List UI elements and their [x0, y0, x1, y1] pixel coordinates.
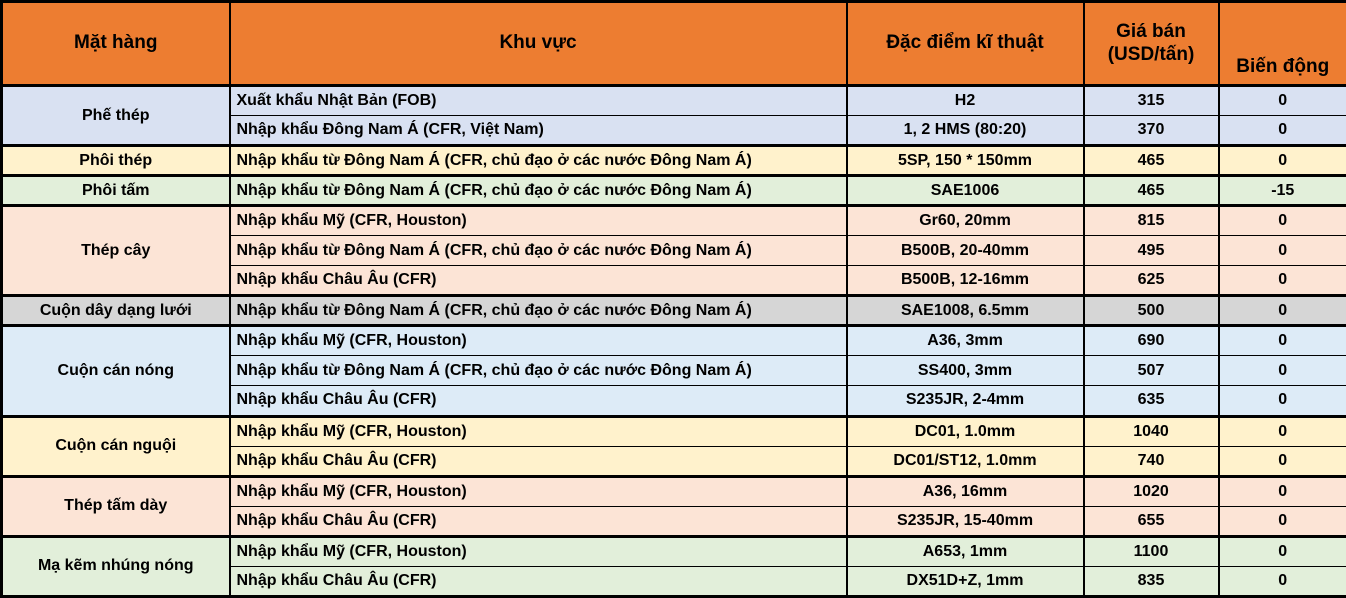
- header-change: Biến động: [1219, 2, 1346, 86]
- change-cell: 0: [1219, 146, 1346, 176]
- price-cell: 465: [1084, 176, 1219, 206]
- table-body: [2, 86, 1346, 597]
- region-cell: Nhập khẩu Mỹ (CFR, Houston): [230, 536, 847, 566]
- spec-cell: DC01/ST12, 1.0mm: [847, 446, 1084, 476]
- region-cell: Nhập khẩu Mỹ (CFR, Houston): [230, 476, 847, 506]
- spec-cell: 1, 2 HMS (80:20): [847, 116, 1084, 146]
- change-cell: 0: [1219, 476, 1346, 506]
- region-cell: Nhập khẩu Châu Âu (CFR): [230, 266, 847, 296]
- change-cell: 0: [1219, 296, 1346, 326]
- region-cell: Nhập khẩu Châu Âu (CFR): [230, 506, 847, 536]
- spec-cell: S235JR, 2-4mm: [847, 386, 1084, 416]
- price-cell: 1040: [1084, 416, 1219, 446]
- spec-cell: SS400, 3mm: [847, 356, 1084, 386]
- price-cell: 465: [1084, 146, 1219, 176]
- product-cell: Cuộn dây dạng lưới: [2, 296, 230, 326]
- table-row: [2, 206, 1346, 236]
- product-cell: Thép tấm dày: [2, 476, 230, 536]
- table-row: [2, 296, 1346, 326]
- price-cell: 690: [1084, 326, 1219, 356]
- region-cell: Nhập khẩu từ Đông Nam Á (CFR, chủ đạo ở các nước Đông Nam Á): [230, 176, 847, 206]
- region-cell: Nhập khẩu Mỹ (CFR, Houston): [230, 416, 847, 446]
- region-cell: Nhập khẩu Châu Âu (CFR): [230, 566, 847, 596]
- spec-cell: H2: [847, 86, 1084, 116]
- price-cell: 625: [1084, 266, 1219, 296]
- product-cell: Phôi thép: [2, 146, 230, 176]
- price-cell: 495: [1084, 236, 1219, 266]
- spec-cell: B500B, 20-40mm: [847, 236, 1084, 266]
- product-cell: Thép cây: [2, 206, 230, 296]
- product-cell: Phôi tấm: [2, 176, 230, 206]
- product-cell: Phế thép: [2, 86, 230, 146]
- price-cell: 835: [1084, 566, 1219, 596]
- price-cell: 315: [1084, 86, 1219, 116]
- spec-cell: S235JR, 15-40mm: [847, 506, 1084, 536]
- change-cell: 0: [1219, 566, 1346, 596]
- change-cell: 0: [1219, 236, 1346, 266]
- change-cell: 0: [1219, 416, 1346, 446]
- change-cell: 0: [1219, 206, 1346, 236]
- price-cell: 1020: [1084, 476, 1219, 506]
- table-header: [2, 2, 1346, 86]
- region-cell: Nhập khẩu từ Đông Nam Á (CFR, chủ đạo ở các nước Đông Nam Á): [230, 146, 847, 176]
- spec-cell: 5SP, 150 * 150mm: [847, 146, 1084, 176]
- header-product: Mặt hàng: [2, 2, 230, 86]
- region-cell: Nhập khẩu từ Đông Nam Á (CFR, chủ đạo ở các nước Đông Nam Á): [230, 296, 847, 326]
- header-price-line2: (USD/tấn): [1107, 43, 1195, 65]
- table-row: [2, 476, 1346, 506]
- spec-cell: SAE1006: [847, 176, 1084, 206]
- table-row: [2, 326, 1346, 356]
- change-cell: 0: [1219, 446, 1346, 476]
- change-cell: 0: [1219, 356, 1346, 386]
- product-cell: Cuộn cán nguội: [2, 416, 230, 476]
- header-spec: Đặc điểm kĩ thuật: [847, 2, 1084, 86]
- spec-cell: B500B, 12-16mm: [847, 266, 1084, 296]
- change-cell: 0: [1219, 326, 1346, 356]
- spec-cell: DC01, 1.0mm: [847, 416, 1084, 446]
- table-row: [2, 536, 1346, 566]
- table-row: [2, 416, 1346, 446]
- region-cell: Xuất khẩu Nhật Bản (FOB): [230, 86, 847, 116]
- spec-cell: Gr60, 20mm: [847, 206, 1084, 236]
- spec-cell: A36, 16mm: [847, 476, 1084, 506]
- change-cell: -15: [1219, 176, 1346, 206]
- table-row: [2, 146, 1346, 176]
- spec-cell: DX51D+Z, 1mm: [847, 566, 1084, 596]
- region-cell: Nhập khẩu từ Đông Nam Á (CFR, chủ đạo ở các nước Đông Nam Á): [230, 236, 847, 266]
- change-cell: 0: [1219, 116, 1346, 146]
- price-cell: 507: [1084, 356, 1219, 386]
- header-price: [1084, 2, 1219, 86]
- region-cell: Nhập khẩu Đông Nam Á (CFR, Việt Nam): [230, 116, 847, 146]
- change-cell: 0: [1219, 86, 1346, 116]
- header-region: Khu vực: [230, 2, 847, 86]
- price-cell: 1100: [1084, 536, 1219, 566]
- change-cell: 0: [1219, 386, 1346, 416]
- header-row: [2, 2, 1346, 86]
- change-cell: 0: [1219, 536, 1346, 566]
- region-cell: Nhập khẩu Châu Âu (CFR): [230, 386, 847, 416]
- change-cell: 0: [1219, 506, 1346, 536]
- change-cell: 0: [1219, 266, 1346, 296]
- region-cell: Nhập khẩu Mỹ (CFR, Houston): [230, 326, 847, 356]
- price-cell: 740: [1084, 446, 1219, 476]
- region-cell: Nhập khẩu từ Đông Nam Á (CFR, chủ đạo ở các nước Đông Nam Á): [230, 356, 847, 386]
- spec-cell: A653, 1mm: [847, 536, 1084, 566]
- table-row: [2, 86, 1346, 116]
- price-cell: 370: [1084, 116, 1219, 146]
- spec-cell: A36, 3mm: [847, 326, 1084, 356]
- table-row: [2, 176, 1346, 206]
- region-cell: Nhập khẩu Châu Âu (CFR): [230, 446, 847, 476]
- price-cell: 500: [1084, 296, 1219, 326]
- product-cell: Cuộn cán nóng: [2, 326, 230, 416]
- spec-cell: SAE1008, 6.5mm: [847, 296, 1084, 326]
- header-price-line1: Giá bán: [1116, 20, 1186, 42]
- product-cell: Mạ kẽm nhúng nóng: [2, 536, 230, 596]
- price-cell: 655: [1084, 506, 1219, 536]
- price-cell: 635: [1084, 386, 1219, 416]
- region-cell: Nhập khẩu Mỹ (CFR, Houston): [230, 206, 847, 236]
- price-cell: 815: [1084, 206, 1219, 236]
